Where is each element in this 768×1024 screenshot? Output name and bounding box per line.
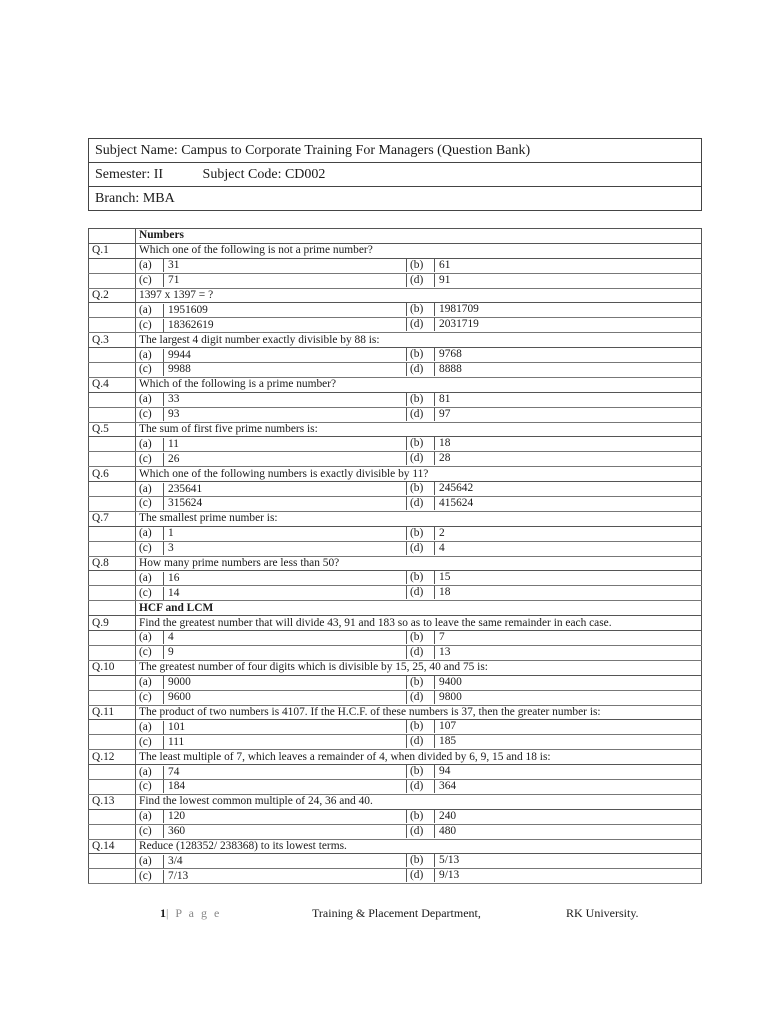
question-text: Which one of the following is not a prime number? xyxy=(136,243,702,258)
question-text: 1397 x 1397 = ? xyxy=(136,288,702,303)
option-right xyxy=(406,869,459,882)
option-letter: (c) xyxy=(139,319,164,332)
option-value: 26 xyxy=(168,452,180,465)
option-blank xyxy=(89,824,136,839)
option-blank xyxy=(89,392,136,407)
option-blank xyxy=(89,407,136,422)
option-value: 5/13 xyxy=(439,854,460,867)
option-cell xyxy=(136,586,702,601)
option-cell xyxy=(136,690,702,705)
option-value: 93 xyxy=(168,408,180,421)
option-blank xyxy=(89,273,136,288)
option-letter: (b) xyxy=(406,571,435,584)
option-value: 9600 xyxy=(168,691,191,704)
option-value: 1951609 xyxy=(168,303,208,316)
option-value: 245642 xyxy=(439,482,474,495)
option-value: 184 xyxy=(168,780,186,793)
option-value: 8888 xyxy=(439,363,462,376)
question-text: Reduce (128352/ 238368) to its lowest terms. xyxy=(136,839,702,854)
question-number: Q.7 xyxy=(89,511,136,526)
option-letter: (a) xyxy=(139,631,164,644)
option-letter: (b) xyxy=(406,259,435,272)
option-row xyxy=(89,779,702,794)
option-blank xyxy=(89,303,136,318)
page-number-label xyxy=(160,906,221,921)
option-value: 360 xyxy=(168,825,186,838)
option-value: 28 xyxy=(439,452,451,465)
option-value: 9400 xyxy=(439,675,462,688)
option-right xyxy=(406,482,473,495)
question-text: The smallest prime number is: xyxy=(136,511,702,526)
subject-code: Subject Code: CD002 xyxy=(202,166,326,182)
option-letter: (b) xyxy=(406,303,435,316)
question-number: Q.8 xyxy=(89,556,136,571)
option-row xyxy=(89,437,702,452)
option-cell xyxy=(136,765,702,780)
option-value: 2031719 xyxy=(439,318,479,331)
option-value: 101 xyxy=(168,720,186,733)
question-row xyxy=(89,616,702,631)
option-letter: (a) xyxy=(139,810,164,823)
semester: Semester: II xyxy=(95,166,164,182)
option-letter: (b) xyxy=(406,393,435,406)
option-value: 9000 xyxy=(168,676,191,689)
option-cell xyxy=(136,541,702,556)
option-blank xyxy=(89,258,136,273)
option-blank xyxy=(89,765,136,780)
option-blank xyxy=(89,437,136,452)
option-right xyxy=(406,735,456,748)
option-row xyxy=(89,720,702,735)
option-right xyxy=(406,631,445,644)
branch: Branch: MBA xyxy=(89,187,702,211)
option-blank xyxy=(89,541,136,556)
option-value: 13 xyxy=(439,645,451,658)
question-row xyxy=(89,750,702,765)
option-row xyxy=(89,571,702,586)
option-letter: (c) xyxy=(139,274,164,287)
option-value: 2 xyxy=(439,526,445,539)
option-letter: (d) xyxy=(406,780,435,793)
option-blank xyxy=(89,586,136,601)
option-cell xyxy=(136,482,702,497)
option-row xyxy=(89,586,702,601)
option-right xyxy=(406,720,456,733)
question-text: The largest 4 digit number exactly divisible by 88 is: xyxy=(136,333,702,348)
option-letter: (c) xyxy=(139,780,164,793)
question-row xyxy=(89,422,702,437)
question-text: The product of two numbers is 4107. If the H.C.F. of these numbers is 37, then the greater number is: xyxy=(136,705,702,720)
question-row xyxy=(89,243,702,258)
university: RK University. xyxy=(566,906,639,920)
option-value: 4 xyxy=(439,541,445,554)
option-value: 11 xyxy=(168,437,179,450)
option-letter: (c) xyxy=(139,646,164,659)
option-row xyxy=(89,541,702,556)
option-value: 3 xyxy=(168,542,174,555)
option-value: 185 xyxy=(439,735,457,748)
option-blank xyxy=(89,452,136,467)
option-value: 9944 xyxy=(168,348,191,361)
section-blank xyxy=(89,229,136,244)
question-row xyxy=(89,794,702,809)
option-cell xyxy=(136,779,702,794)
option-letter: (a) xyxy=(139,393,164,406)
option-letter: (d) xyxy=(406,825,435,838)
question-text: Which one of the following numbers is exactly divisible by 11? xyxy=(136,467,702,482)
option-row xyxy=(89,765,702,780)
section-row xyxy=(89,229,702,244)
question-number: Q.6 xyxy=(89,467,136,482)
option-cell xyxy=(136,824,702,839)
option-row xyxy=(89,690,702,705)
question-row xyxy=(89,556,702,571)
option-letter: (c) xyxy=(139,825,164,838)
option-letter: (a) xyxy=(139,676,164,689)
option-cell xyxy=(136,273,702,288)
option-letter: (c) xyxy=(139,453,164,466)
option-blank xyxy=(89,690,136,705)
option-blank xyxy=(89,348,136,363)
option-value: 315624 xyxy=(168,497,203,510)
option-right xyxy=(406,363,462,376)
option-letter: (a) xyxy=(139,527,164,540)
option-letter: (a) xyxy=(139,304,164,317)
option-cell xyxy=(136,318,702,333)
option-blank xyxy=(89,497,136,512)
option-right xyxy=(406,318,479,331)
option-letter: (c) xyxy=(139,363,164,376)
option-right xyxy=(406,303,479,316)
option-letter: (d) xyxy=(406,542,435,555)
question-number: Q.1 xyxy=(89,243,136,258)
option-value: 33 xyxy=(168,393,180,406)
option-cell xyxy=(136,735,702,750)
option-blank xyxy=(89,571,136,586)
option-value: 9 xyxy=(168,646,174,659)
option-value: 91 xyxy=(439,273,451,286)
question-text: The least multiple of 7, which leaves a remainder of 4, when divided by 6, 9, 15 and 18 is: xyxy=(136,750,702,765)
option-value: 9768 xyxy=(439,348,462,361)
option-letter: (b) xyxy=(406,631,435,644)
option-letter: (c) xyxy=(139,497,164,510)
option-value: 31 xyxy=(168,259,180,272)
question-row xyxy=(89,839,702,854)
question-number: Q.4 xyxy=(89,377,136,392)
question-number: Q.12 xyxy=(89,750,136,765)
option-letter: (a) xyxy=(139,572,164,585)
question-number: Q.5 xyxy=(89,422,136,437)
option-right xyxy=(406,452,450,465)
question-number: Q.2 xyxy=(89,288,136,303)
option-row xyxy=(89,809,702,824)
subject-name: Subject Name: Campus to Corporate Training For Managers (Question Bank) xyxy=(89,139,702,163)
option-letter: (d) xyxy=(406,869,435,882)
option-value: 16 xyxy=(168,571,180,584)
option-cell xyxy=(136,258,702,273)
option-cell xyxy=(136,854,702,869)
option-row xyxy=(89,363,702,378)
option-cell xyxy=(136,497,702,512)
option-value: 364 xyxy=(439,779,457,792)
option-right xyxy=(406,393,450,406)
section-title: Numbers xyxy=(136,229,702,244)
question-row xyxy=(89,511,702,526)
page-footer xyxy=(88,906,702,924)
option-letter: (d) xyxy=(406,408,435,421)
option-right xyxy=(406,825,456,838)
option-blank xyxy=(89,675,136,690)
option-cell xyxy=(136,631,702,646)
option-value: 1 xyxy=(168,527,174,540)
option-value: 3/4 xyxy=(168,854,183,867)
option-letter: (b) xyxy=(406,810,435,823)
option-value: 97 xyxy=(439,407,451,420)
option-blank xyxy=(89,482,136,497)
option-letter: (b) xyxy=(406,720,435,733)
option-letter: (c) xyxy=(139,736,164,749)
option-value: 61 xyxy=(439,258,451,271)
option-letter: (b) xyxy=(406,527,435,540)
option-right xyxy=(406,437,450,450)
option-value: 9988 xyxy=(168,363,191,376)
option-right xyxy=(406,497,473,510)
option-cell xyxy=(136,675,702,690)
option-letter: (c) xyxy=(139,870,164,883)
option-right xyxy=(406,765,450,778)
option-letter: (b) xyxy=(406,348,435,361)
question-text: How many prime numbers are less than 50? xyxy=(136,556,702,571)
option-right xyxy=(406,810,456,823)
option-blank xyxy=(89,854,136,869)
option-letter: (d) xyxy=(406,318,435,331)
option-blank xyxy=(89,735,136,750)
option-row xyxy=(89,273,702,288)
option-row xyxy=(89,869,702,884)
question-number: Q.14 xyxy=(89,839,136,854)
option-letter: (a) xyxy=(139,259,164,272)
option-letter: (d) xyxy=(406,363,435,376)
option-cell xyxy=(136,303,702,318)
option-right xyxy=(406,586,450,599)
option-value: 94 xyxy=(439,765,451,778)
option-cell xyxy=(136,720,702,735)
option-cell xyxy=(136,869,702,884)
option-row xyxy=(89,631,702,646)
option-row xyxy=(89,854,702,869)
question-number: Q.3 xyxy=(89,333,136,348)
option-value: 18 xyxy=(439,586,451,599)
option-cell xyxy=(136,645,702,660)
option-value: 235641 xyxy=(168,482,203,495)
option-right xyxy=(406,854,459,867)
option-blank xyxy=(89,631,136,646)
question-table xyxy=(88,228,702,884)
option-right xyxy=(406,780,456,793)
option-letter: (b) xyxy=(406,482,435,495)
option-row xyxy=(89,735,702,750)
option-value: 18 xyxy=(439,437,451,450)
option-row xyxy=(89,482,702,497)
option-row xyxy=(89,824,702,839)
header-table xyxy=(88,138,702,211)
option-letter: (d) xyxy=(406,274,435,287)
option-letter: (d) xyxy=(406,452,435,465)
option-letter: (d) xyxy=(406,735,435,748)
option-letter: (d) xyxy=(406,586,435,599)
option-value: 120 xyxy=(168,810,186,823)
department: Training & Placement Department, xyxy=(312,906,481,920)
option-letter: (a) xyxy=(139,855,164,868)
question-number: Q.11 xyxy=(89,705,136,720)
option-letter: (b) xyxy=(406,676,435,689)
page-word: | P a g e xyxy=(166,906,222,920)
question-number: Q.9 xyxy=(89,616,136,631)
option-letter: (a) xyxy=(139,438,164,451)
option-letter: (b) xyxy=(406,765,435,778)
option-blank xyxy=(89,869,136,884)
option-blank xyxy=(89,645,136,660)
option-value: 18362619 xyxy=(168,318,214,331)
option-cell xyxy=(136,348,702,363)
option-right xyxy=(406,542,445,555)
option-value: 107 xyxy=(439,720,457,733)
option-row xyxy=(89,526,702,541)
option-right xyxy=(406,274,450,287)
option-blank xyxy=(89,363,136,378)
option-letter: (c) xyxy=(139,691,164,704)
option-blank xyxy=(89,318,136,333)
option-cell xyxy=(136,452,702,467)
option-right xyxy=(406,571,450,584)
option-value: 71 xyxy=(168,274,180,287)
option-blank xyxy=(89,526,136,541)
option-value: 74 xyxy=(168,765,180,778)
question-row xyxy=(89,288,702,303)
option-letter: (b) xyxy=(406,437,435,450)
option-letter: (a) xyxy=(139,349,164,362)
option-value: 9800 xyxy=(439,690,462,703)
question-row xyxy=(89,705,702,720)
semester-row xyxy=(89,163,702,187)
option-row xyxy=(89,452,702,467)
option-letter: (d) xyxy=(406,497,435,510)
option-letter: (a) xyxy=(139,766,164,779)
question-text: The sum of first five prime numbers is: xyxy=(136,422,702,437)
question-row xyxy=(89,377,702,392)
page-number: 1 xyxy=(160,906,166,920)
option-cell xyxy=(136,526,702,541)
option-value: 9/13 xyxy=(439,869,460,882)
section-blank xyxy=(89,601,136,616)
option-right xyxy=(406,646,450,659)
question-text: Find the lowest common multiple of 24, 36 and 40. xyxy=(136,794,702,809)
question-row xyxy=(89,467,702,482)
option-row xyxy=(89,303,702,318)
option-cell xyxy=(136,809,702,824)
option-value: 14 xyxy=(168,586,180,599)
question-row xyxy=(89,333,702,348)
option-letter: (d) xyxy=(406,691,435,704)
option-right xyxy=(406,348,462,361)
option-letter: (a) xyxy=(139,483,164,496)
option-value: 415624 xyxy=(439,497,474,510)
section-row xyxy=(89,601,702,616)
option-cell xyxy=(136,437,702,452)
question-text: Find the greatest number that will divide 43, 91 and 183 so as to leave the same remainder in each case. xyxy=(136,616,702,631)
option-right xyxy=(406,676,462,689)
option-row xyxy=(89,348,702,363)
option-row xyxy=(89,645,702,660)
option-cell xyxy=(136,392,702,407)
option-cell xyxy=(136,407,702,422)
option-row xyxy=(89,392,702,407)
option-right xyxy=(406,408,450,421)
option-row xyxy=(89,258,702,273)
option-value: 4 xyxy=(168,631,174,644)
option-value: 81 xyxy=(439,392,451,405)
option-right xyxy=(406,259,450,272)
option-value: 240 xyxy=(439,809,457,822)
option-value: 480 xyxy=(439,824,457,837)
question-row xyxy=(89,660,702,675)
option-letter: (c) xyxy=(139,542,164,555)
question-text: The greatest number of four digits which is divisible by 15, 25, 40 and 75 is: xyxy=(136,660,702,675)
option-value: 7/13 xyxy=(168,869,189,882)
section-title: HCF and LCM xyxy=(136,601,702,616)
option-blank xyxy=(89,779,136,794)
option-row xyxy=(89,318,702,333)
option-cell xyxy=(136,571,702,586)
option-row xyxy=(89,497,702,512)
option-letter: (d) xyxy=(406,646,435,659)
question-number: Q.13 xyxy=(89,794,136,809)
option-blank xyxy=(89,809,136,824)
option-value: 111 xyxy=(168,735,185,748)
question-text: Which of the following is a prime number? xyxy=(136,377,702,392)
option-value: 1981709 xyxy=(439,303,479,316)
option-row xyxy=(89,675,702,690)
option-row xyxy=(89,407,702,422)
option-blank xyxy=(89,720,136,735)
option-right xyxy=(406,691,462,704)
option-letter: (c) xyxy=(139,408,164,421)
option-value: 7 xyxy=(439,631,445,644)
option-letter: (b) xyxy=(406,854,435,867)
option-cell xyxy=(136,363,702,378)
option-letter: (c) xyxy=(139,587,164,600)
option-letter: (a) xyxy=(139,721,164,734)
option-right xyxy=(406,527,445,540)
question-number: Q.10 xyxy=(89,660,136,675)
option-value: 15 xyxy=(439,571,451,584)
